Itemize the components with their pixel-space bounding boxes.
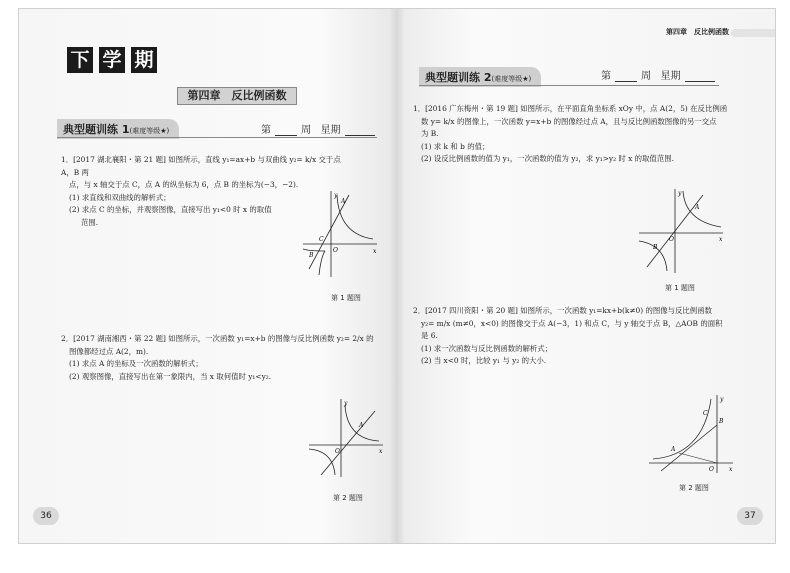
figure-1-caption: 第 1 题图 (331, 294, 361, 302)
line-graph (661, 425, 717, 471)
left-page (19, 9, 397, 543)
section-rule (419, 85, 719, 86)
week-blank[interactable] (615, 71, 637, 82)
point-b-label: B (719, 418, 724, 425)
point-a-label: A (359, 422, 364, 429)
section-rule (57, 137, 377, 138)
textbook-spread (18, 8, 776, 544)
point-c-label: C (319, 236, 324, 243)
week-fill: 第 周 星期 (601, 67, 719, 82)
figure-2-caption: 第 2 题图 (333, 494, 363, 502)
point-a-label: A (341, 198, 346, 205)
x-label: x (719, 236, 723, 243)
week-fill: 第 周 星期 (261, 121, 379, 136)
question-1: 1．[2017 湖北襄阳・第 21 题] 如图所示，直线 y₁=ax+b 与双曲线 y₂= k/x 交于点 A，B 两 点，与 x 轴交于点 C，点 A 的纵坐标为 6，点 B 的坐标为(−3，−2). (1) 求直线和双曲线的解析式； (2) 求点 C 的坐标，并观察图像，直接写出 y₁<0 时 x 的取值 范围. (61, 155, 341, 227)
question-1: 1．[2016 广东梅州・第 19 题] 如图所示，在平面直角坐标系 xOy 中，点 A(2，5) 在反比例函 数 y= k/x 的图像上，一次函数 y=x+b 的图像经过点 A，且与反比例函数图像的另一交点 为 B. (1) 求 k 和 b 的值； (2) 设反比例函数的值为 y₁，一次函数的值为 y₂，求 y₁>y₂ 时 x 的取值范围. (413, 104, 728, 163)
figure-2-caption: 第 2 题图 (679, 484, 709, 492)
section-title: 典型题训练 2(难度等级★) (419, 67, 541, 87)
chapter-title: 第四章 反比例函数 (177, 87, 297, 105)
week-blank[interactable] (275, 125, 297, 136)
hyperbola-branch (319, 251, 325, 275)
point-b-label: B (309, 252, 314, 259)
title-char: 下 (67, 47, 93, 73)
origin-label: O (335, 448, 340, 455)
y-label: y (678, 190, 682, 197)
origin-label: O (333, 247, 338, 254)
title-char: 期 (131, 47, 157, 73)
weekday-blank[interactable] (685, 71, 715, 82)
title-char: 学 (99, 47, 125, 73)
x-label: x (729, 466, 733, 473)
y-label: y (334, 192, 338, 199)
right-page (397, 9, 775, 543)
point-a-label: A (695, 204, 700, 211)
question-2: 2．[2017 湖南湘西・第 22 题] 如图所示，一次函数 y₁=x+b 的图像与反比例函数 y₂= 2/x 的 图像都经过点 A(2，m). (1) 求点 A 的坐标及一次函数的解析式； (2) 观察图像，直接写出在第一象限内，当 x 取何值时 y₁<y₂. (61, 334, 374, 381)
point-b-label: B (653, 244, 658, 251)
x-label: x (373, 248, 377, 255)
hyperbola-branch (653, 399, 711, 459)
line-graph (309, 195, 349, 269)
semester-title (67, 47, 157, 73)
origin-label: O (669, 236, 674, 243)
point-c-label: C (703, 410, 708, 417)
figure-2-graph (647, 393, 735, 475)
origin-label: O (709, 466, 714, 473)
page-number: 36 (33, 507, 59, 525)
weekday-blank[interactable] (345, 125, 375, 136)
page-number: 37 (737, 507, 763, 525)
figure-2-graph (307, 397, 385, 479)
hyperbola-branch (309, 449, 335, 475)
hyperbola-branch (303, 249, 325, 251)
segment-ao (679, 453, 717, 463)
y-label: y (344, 400, 348, 407)
question-2: 2．[2017 四川资阳・第 20 题] 如图所示，一次函数 y₁=kx+b(k≠0) 的图像与反比例函数 y₂= m/x (m≠0，x<0) 的图像交于点 A(−3，1) 和点 C，与 y 轴交于点 B，△AOB 的面积 是 6. (1) 求一次函数与反比例函数的解析式； (2) 当 x<0 时，比较 y₁ 与 y₂ 的大小. (413, 306, 723, 365)
section-header (419, 67, 541, 87)
figure-1-caption: 第 1 题图 (665, 284, 695, 292)
x-label: x (379, 448, 383, 455)
section-title: 典型题训练 1(难度等级★) (57, 119, 179, 139)
section-header (57, 119, 179, 139)
point-a-label: A (671, 446, 676, 453)
running-header: 第四章 反比例函数 (666, 28, 729, 36)
header-tab (731, 29, 775, 37)
figure-1-graph (301, 189, 381, 279)
y-label: y (720, 396, 724, 403)
figure-1-graph (637, 187, 727, 275)
